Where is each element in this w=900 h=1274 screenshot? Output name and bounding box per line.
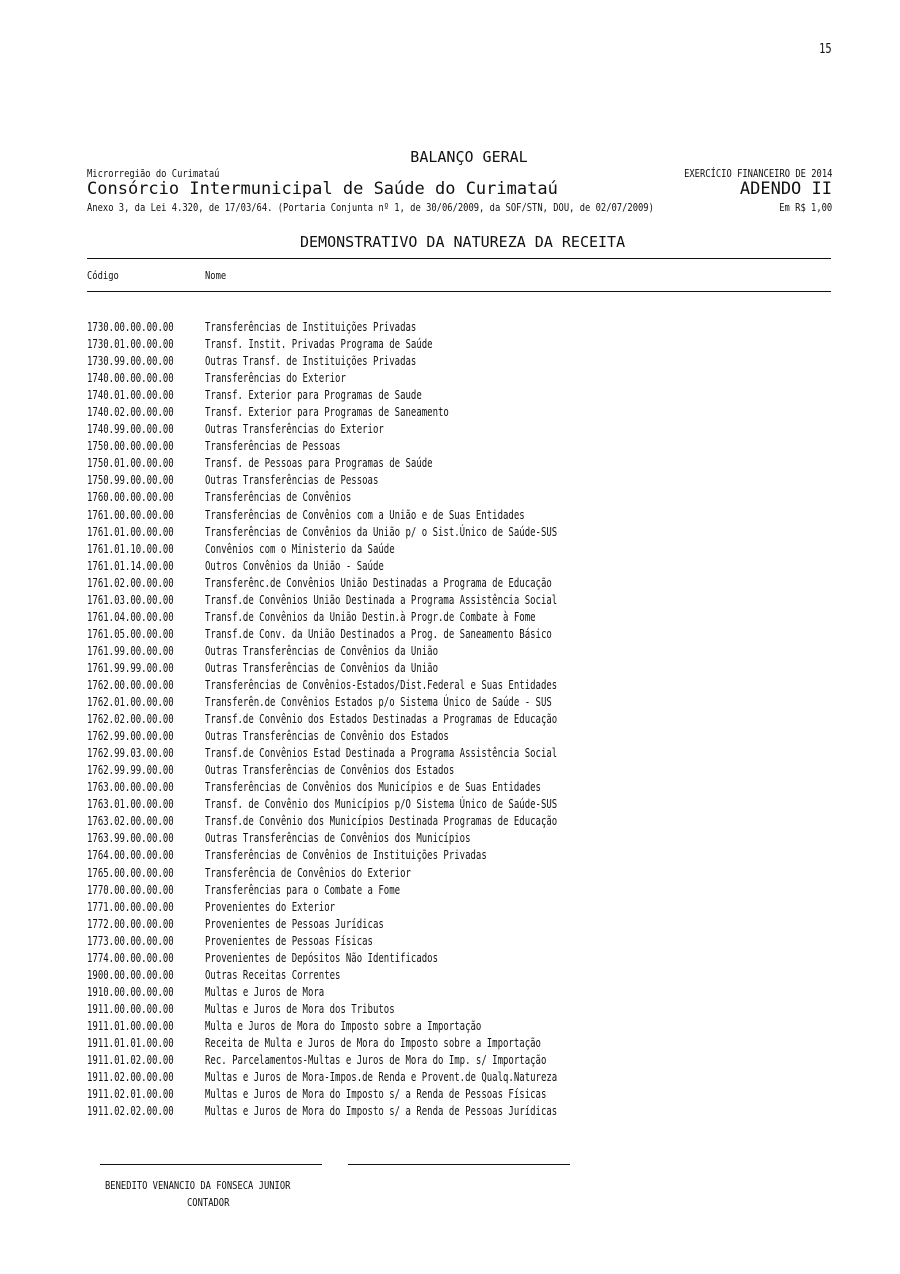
table-row xyxy=(87,710,831,727)
table-row xyxy=(87,1000,831,1017)
row-code: 1740.02.00.00.00 xyxy=(87,404,174,420)
currency-unit xyxy=(766,198,832,216)
row-name: Transf. Exterior para Programas de Saude xyxy=(205,387,422,403)
revenue-table xyxy=(87,318,831,1119)
row-code: 1772.00.00.00.00 xyxy=(87,915,174,931)
row-code: 1910.00.00.00.00 xyxy=(87,983,174,999)
table-row xyxy=(87,454,831,471)
table-row xyxy=(87,795,831,812)
row-code: 1761.01.10.00.00 xyxy=(87,540,174,556)
row-code: 1911.02.02.00.00 xyxy=(87,1103,174,1119)
table-row xyxy=(87,1085,831,1102)
row-name: Outras Transferências de Convênios dos Estados xyxy=(205,762,455,778)
table-row xyxy=(87,744,831,761)
row-code: 1763.99.00.00.00 xyxy=(87,830,174,846)
row-name: Outras Transferências de Convênios da União xyxy=(205,642,438,658)
row-code: 1762.02.00.00.00 xyxy=(87,711,174,727)
table-row xyxy=(87,591,831,608)
row-code: 1730.99.00.00.00 xyxy=(87,353,174,369)
table-row xyxy=(87,642,831,659)
table-row xyxy=(87,881,831,898)
page-number: 15 xyxy=(819,42,832,57)
table-row xyxy=(87,488,831,505)
row-code: 1911.02.01.00.00 xyxy=(87,1086,174,1102)
row-code: 1761.03.00.00.00 xyxy=(87,591,174,607)
row-name: Transf. de Convênio dos Municípios p/O Sistema Único de Saúde-SUS xyxy=(205,796,558,812)
fiscal-year-text: EXERCÍCIO FINANCEIRO DE 2014 xyxy=(683,167,832,180)
row-code: 1730.01.00.00.00 xyxy=(87,336,174,352)
row-name: Transf.de Convênio dos Estados Destinadas a Programas de Educação xyxy=(205,711,558,727)
row-code: 1760.00.00.00.00 xyxy=(87,489,174,505)
row-name: Provenientes de Pessoas Jurídicas xyxy=(205,915,384,931)
table-row xyxy=(87,829,831,846)
signer-role-text: CONTADOR xyxy=(187,1196,230,1209)
row-name: Transferências de Instituições Privadas xyxy=(205,319,417,334)
row-code: 1762.99.00.00.00 xyxy=(87,728,174,744)
table-row xyxy=(87,846,831,863)
row-code: 1730.00.00.00.00 xyxy=(87,319,174,334)
table-row xyxy=(87,386,831,403)
table-row xyxy=(87,574,831,591)
table-row xyxy=(87,369,831,386)
column-header-code-text: Código xyxy=(87,269,119,282)
header-top-rule xyxy=(87,258,831,259)
table-row xyxy=(87,335,831,352)
row-name: Outras Transferências de Convênios dos Municípios xyxy=(205,830,471,846)
row-code: 1761.05.00.00.00 xyxy=(87,625,174,641)
table-row xyxy=(87,625,831,642)
row-name: Transferências de Convênios de Instituições Privadas xyxy=(205,847,487,863)
row-code: 1764.00.00.00.00 xyxy=(87,847,174,863)
table-row xyxy=(87,557,831,574)
row-name: Multa e Juros de Mora do Imposto sobre a Importação xyxy=(205,1017,482,1033)
column-header-name xyxy=(205,266,232,284)
row-name: Transferência de Convênios do Exterior xyxy=(205,864,411,880)
row-code: 1761.04.00.00.00 xyxy=(87,608,174,624)
row-name: Transf.de Convênio dos Municípios Destinada Programas de Educação xyxy=(205,813,558,829)
table-row xyxy=(87,864,831,881)
table-row xyxy=(87,608,831,625)
row-code: 1761.00.00.00.00 xyxy=(87,506,174,522)
row-name: Transferências de Convênios com a União e de Suas Entidades xyxy=(205,506,525,522)
row-code: 1761.99.00.00.00 xyxy=(87,642,174,658)
currency-unit-text: Em R$ 1,00 xyxy=(779,201,832,214)
table-row xyxy=(87,966,831,983)
row-name: Outros Convênios da União - Saúde xyxy=(205,557,384,573)
row-code: 1740.00.00.00.00 xyxy=(87,370,174,386)
table-row xyxy=(87,659,831,676)
table-row xyxy=(87,761,831,778)
row-code: 1740.01.00.00.00 xyxy=(87,387,174,403)
region-text: Microrregião do Curimataú xyxy=(87,167,220,180)
row-code: 1773.00.00.00.00 xyxy=(87,932,174,948)
row-code: 1750.99.00.00.00 xyxy=(87,472,174,488)
row-name: Multas e Juros de Mora xyxy=(205,983,325,999)
signer-name xyxy=(105,1176,337,1194)
row-code: 1763.02.00.00.00 xyxy=(87,813,174,829)
table-row xyxy=(87,318,831,335)
table-row xyxy=(87,437,831,454)
row-name: Provenientes de Depósitos Não Identificados xyxy=(205,949,438,965)
row-code: 1763.00.00.00.00 xyxy=(87,779,174,795)
table-row xyxy=(87,676,831,693)
signature-line-left xyxy=(100,1164,322,1165)
row-name: Transferências para o Combate a Fome xyxy=(205,881,401,897)
row-code: 1761.02.00.00.00 xyxy=(87,574,174,590)
table-row xyxy=(87,1017,831,1034)
row-code: 1750.00.00.00.00 xyxy=(87,438,174,454)
legal-reference xyxy=(87,198,796,216)
row-code: 1740.99.00.00.00 xyxy=(87,421,174,437)
row-name: Provenientes do Exterior xyxy=(205,898,336,914)
row-name: Outras Transferências de Convênio dos Estados xyxy=(205,728,449,744)
row-name: Outras Transferências do Exterior xyxy=(205,421,384,437)
table-row xyxy=(87,506,831,523)
row-name: Transf. de Pessoas para Programas de Saúde xyxy=(205,455,433,471)
table-row xyxy=(87,471,831,488)
table-row xyxy=(87,540,831,557)
table-row xyxy=(87,523,831,540)
organization-name: Consórcio Intermunicipal de Saúde do Curimataú xyxy=(87,179,558,199)
row-name: Convênios com o Ministerio da Saúde xyxy=(205,540,395,556)
signer-name-text: BENEDITO VENANCIO DA FONSECA JUNIOR xyxy=(105,1179,291,1192)
row-code: 1762.99.03.00.00 xyxy=(87,745,174,761)
table-row xyxy=(87,1034,831,1051)
row-name: Transferências de Convênios xyxy=(205,489,352,505)
row-name: Multas e Juros de Mora do Imposto s/ a Renda de Pessoas Físicas xyxy=(205,1086,547,1102)
row-name: Provenientes de Pessoas Físicas xyxy=(205,932,373,948)
report-title: BALANÇO GERAL xyxy=(410,148,528,166)
row-code: 1762.99.99.00.00 xyxy=(87,762,174,778)
table-row xyxy=(87,949,831,966)
row-name: Transferências do Exterior xyxy=(205,370,346,386)
statement-title: DEMONSTRATIVO DA NATUREZA DA RECEITA xyxy=(300,233,626,251)
row-name: Transf.de Convênios Estad Destinada a Programa Assistência Social xyxy=(205,745,558,761)
row-code: 1770.00.00.00.00 xyxy=(87,881,174,897)
row-code: 1911.00.00.00.00 xyxy=(87,1000,174,1016)
row-code: 1771.00.00.00.00 xyxy=(87,898,174,914)
table-row xyxy=(87,1102,831,1119)
row-code: 1765.00.00.00.00 xyxy=(87,864,174,880)
header-bottom-rule xyxy=(87,291,831,292)
row-name: Rec. Parcelamentos-Multas e Juros de Mora do Imp. s/ Importação xyxy=(205,1052,547,1068)
table-row xyxy=(87,983,831,1000)
row-name: Transf.de Convênios da União Destin.à Progr.de Combate à Fome xyxy=(205,608,536,624)
row-name: Transferências de Pessoas xyxy=(205,438,341,454)
row-code: 1774.00.00.00.00 xyxy=(87,949,174,965)
row-name: Transferências de Convênios-Estados/Dist.Federal e Suas Entidades xyxy=(205,676,558,692)
row-name: Transf. Exterior para Programas de Saneamento xyxy=(205,404,449,420)
row-name: Transferên.de Convênios Estados p/o Sistema Único de Saúde - SUS xyxy=(205,694,552,710)
row-name: Receita de Multa e Juros de Mora do Imposto sobre a Importação xyxy=(205,1034,541,1050)
table-row xyxy=(87,915,831,932)
column-header-name-text: Nome xyxy=(205,269,227,282)
row-code: 1763.01.00.00.00 xyxy=(87,796,174,812)
row-name: Outras Receitas Correntes xyxy=(205,966,341,982)
row-code: 1911.01.01.00.00 xyxy=(87,1034,174,1050)
row-code: 1761.99.99.00.00 xyxy=(87,659,174,675)
table-row xyxy=(87,932,831,949)
row-code: 1761.01.14.00.00 xyxy=(87,557,174,573)
row-code: 1911.01.02.00.00 xyxy=(87,1052,174,1068)
row-name: Transf.de Convênios União Destinada a Programa Assistência Social xyxy=(205,591,558,607)
legal-reference-text: Anexo 3, da Lei 4.320, de 17/03/64. (Portaria Conjunta nº 1, de 30/06/2009, da SOF/STN, DOU, de 02/07/2009) xyxy=(87,201,654,214)
row-name: Outras Transferências de Convênios da União xyxy=(205,659,438,675)
table-row xyxy=(87,898,831,915)
row-code: 1761.01.00.00.00 xyxy=(87,523,174,539)
row-code: 1911.01.00.00.00 xyxy=(87,1017,174,1033)
row-name: Transf.de Conv. da União Destinados a Prog. de Saneamento Básico xyxy=(205,625,552,641)
table-row xyxy=(87,812,831,829)
table-row xyxy=(87,403,831,420)
row-code: 1762.01.00.00.00 xyxy=(87,694,174,710)
row-code: 1911.02.00.00.00 xyxy=(87,1069,174,1085)
table-row xyxy=(87,420,831,437)
row-name: Transferências de Convênios dos Municípios e de Suas Entidades xyxy=(205,779,541,795)
row-name: Outras Transferências de Pessoas xyxy=(205,472,379,488)
table-row xyxy=(87,1051,831,1068)
signer-role xyxy=(187,1193,240,1211)
addendum-label: ADENDO II xyxy=(739,179,832,199)
signature-line-right xyxy=(348,1164,570,1165)
row-code: 1750.01.00.00.00 xyxy=(87,455,174,471)
table-row xyxy=(87,1068,831,1085)
row-name: Transferências de Convênios da União p/ o Sist.Único de Saúde-SUS xyxy=(205,523,558,539)
row-code: 1762.00.00.00.00 xyxy=(87,676,174,692)
row-name: Transf. Instit. Privadas Programa de Saúde xyxy=(205,336,433,352)
table-row xyxy=(87,352,831,369)
column-header-code xyxy=(87,266,127,284)
row-code: 1900.00.00.00.00 xyxy=(87,966,174,982)
table-row xyxy=(87,778,831,795)
row-name: Multas e Juros de Mora dos Tributos xyxy=(205,1000,395,1016)
row-name: Transferênc.de Convênios União Destinadas a Programa de Educação xyxy=(205,574,552,590)
row-name: Multas e Juros de Mora do Imposto s/ a Renda de Pessoas Jurídicas xyxy=(205,1103,558,1119)
table-row xyxy=(87,727,831,744)
row-name: Outras Transf. de Instituições Privadas xyxy=(205,353,417,369)
table-row xyxy=(87,693,831,710)
row-name: Multas e Juros de Mora-Impos.de Renda e Provent.de Qualq.Natureza xyxy=(205,1069,558,1085)
